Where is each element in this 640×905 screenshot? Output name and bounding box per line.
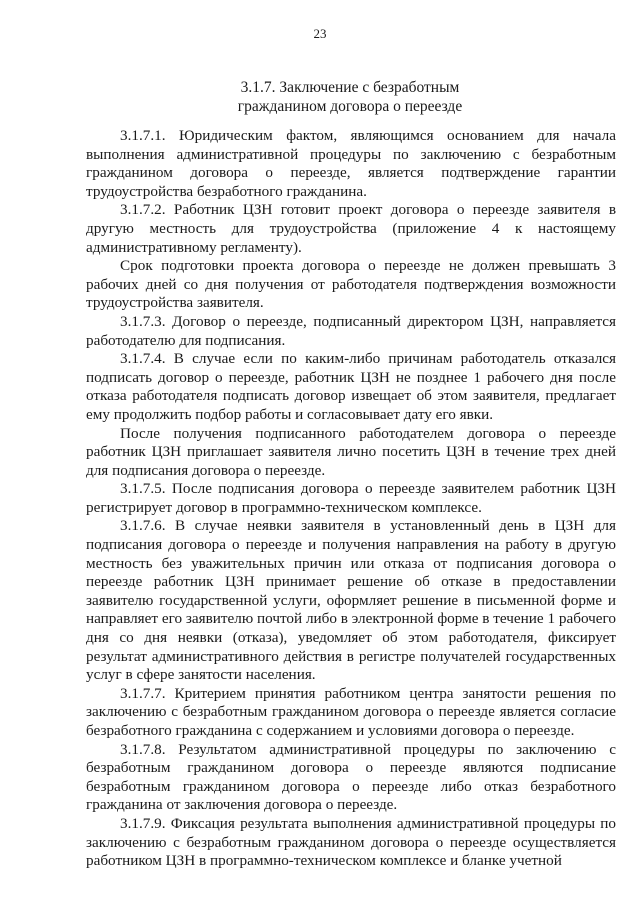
paragraph-3-1-7-8: 3.1.7.8. Результатом административной процедуры по заключению с безработным гражданином договора о переезде являются подписание безработным гражданином договора о переезде либо отказ безработного гражданина от заключения договора о переезде.	[86, 740, 616, 814]
section-heading-line-2: гражданином договора о переезде	[237, 98, 463, 115]
paragraph-3-1-7-5: 3.1.7.5. После подписания договора о переезде заявителем работник ЦЗН регистрирует договор в программно-техническом комплексе.	[86, 480, 616, 516]
paragraph-3-1-7-7: 3.1.7.7. Критерием принятия работником центра занятости решения по заключению с безработным гражданином договора о переезде является согласие безработного гражданина с содержанием и условиями договора о переезде.	[86, 684, 616, 739]
section-heading-line-1: 3.1.7. Заключение с безработным	[240, 79, 460, 96]
paragraph-deadline: Срок подготовки проекта договора о переезде не должен превышать 3 рабочих дней со дня получения от работодателя подтверждения возможности трудоустройства заявителя.	[86, 257, 616, 312]
document-body	[86, 127, 616, 871]
paragraph-3-1-7-1: 3.1.7.1. Юридическим фактом, являющимся основанием для начала выполнения административной процедуры по заключению с безработным гражданином договора о переезде, является подтверждение гарантии трудоустройства безработного гражданина.	[86, 127, 616, 200]
paragraph-3-1-7-9: 3.1.7.9. Фиксация результата выполнения административной процедуры по заключению с безработным гражданином договора о переезде осуществляется работником ЦЗН в программно-техническом комплексе и бланке учетной	[86, 814, 616, 870]
paragraph-3-1-7-2: 3.1.7.2. Работник ЦЗН готовит проект договора о переезде заявителя в другую местность для трудоустройства (приложение 4 к настоящему административному регламенту).	[86, 201, 616, 256]
paragraph-3-1-7-6: 3.1.7.6. В случае неявки заявителя в установленный день в ЦЗН для подписания договора о переезде и получения направления на работу в другую местность без уважительных причин или отказа от подписания договора о переезде работник ЦЗН принимает решение об отказе в предоставлении заявителю государственной услуги, оформляет решение в письменной форме и направляет его заявителю почтой либо в электронной форме в течение 1 рабочего дня со дня неявки (отказа), уведомляет об этом работодателя, фиксирует результат административного действия в регистре получателей государственных услуг в сфере занятости населения.	[86, 517, 616, 684]
page-number: 23	[313, 26, 327, 41]
paragraph-3-1-7-3: 3.1.7.3. Договор о переезде, подписанный директором ЦЗН, направляется работодателю для подписания.	[86, 312, 616, 349]
section-heading	[90, 78, 610, 116]
paragraph-after-signing: После получения подписанного работодателем договора о переезде работник ЦЗН приглашает заявителя лично посетить ЦЗН в течение трех дней для подписания договора о переезде.	[86, 424, 616, 479]
paragraph-3-1-7-4: 3.1.7.4. В случае если по каким-либо причинам работодатель отказался подписать договор о переезде, работник ЦЗН не позднее 1 рабочего дня после отказа работодателя подписать договор извещает об этом заявителя, предлагает ему продолжить подбор работы и согласовывает дату его явки.	[86, 350, 616, 423]
